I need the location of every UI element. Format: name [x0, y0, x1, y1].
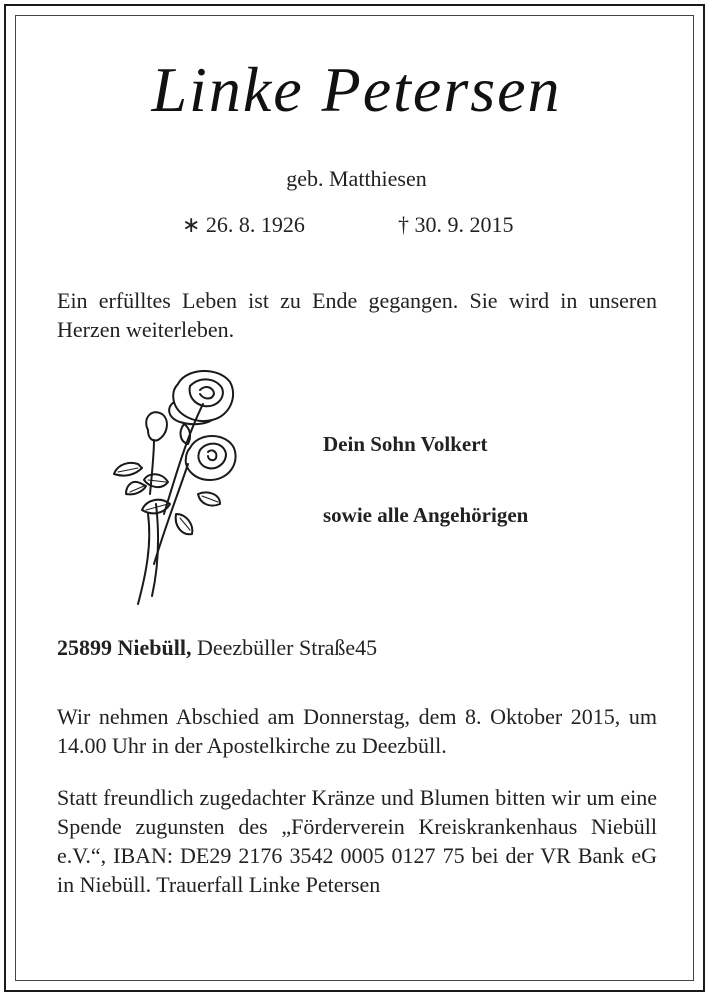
- mourner-relatives: sowie alle Angehörigen: [323, 503, 529, 527]
- mourner-son: Dein Sohn Volkert: [323, 432, 488, 456]
- donation-text: Statt freundlich zugedachter Kränze und Blumen bitten wir um eine Spende zugunsten des „Förderverein Kreiskrankenhaus Niebüll e.V.“, IBAN: DE29 2176 3542 0005 0127 75 bei der VR Bank eG in Niebüll. Trauerfall Linke Petersen: [57, 785, 657, 897]
- address-street: Deezbüller Straße45: [196, 635, 378, 660]
- maiden-name: geb. Matthiesen: [286, 166, 427, 191]
- farewell-text: Wir nehmen Abschied am Donnerstag, dem 8. Oktober 2015, um 14.00 Uhr in der Apostelkirche zu Deezbüll.: [57, 704, 657, 758]
- birth-date: ∗ 26. 8. 1926: [182, 212, 305, 237]
- address-line: [57, 635, 377, 661]
- intro-text: Ein erfülltes Leben ist zu Ende gegangen. Sie wird in unseren Herzen weiterleben.: [57, 288, 657, 342]
- rose-illustration-icon: [108, 364, 244, 608]
- address-city: 25899 Niebüll,: [57, 635, 192, 660]
- death-date: † 30. 9. 2015: [398, 212, 514, 237]
- deceased-name: Linke Petersen: [151, 54, 562, 125]
